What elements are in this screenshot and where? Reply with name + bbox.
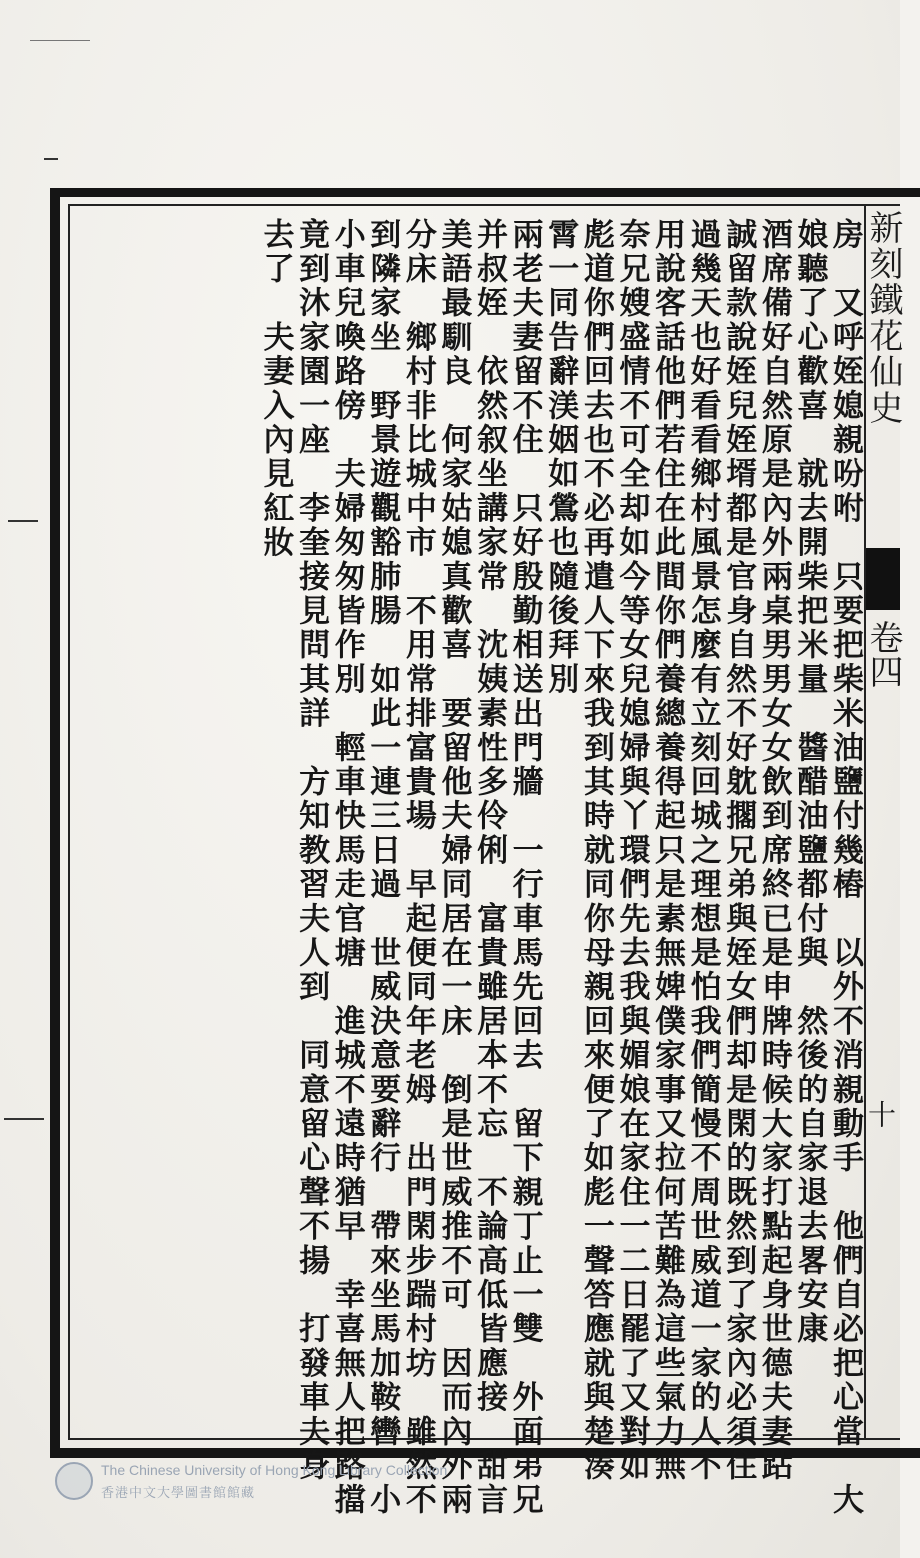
text-column: 房 又呼姪媳親吩咐 只要把柴米油鹽付幾樁 以外不消親動手 他們自必把心當 大 [827, 218, 863, 1518]
watermark-english: The Chinese University of Hong Kong Library Collection [101, 1462, 448, 1478]
text-column: 酒席備好自然原是內外兩桌男男女女飲到席終已是申牌時候大家打點起身世德夫妻跕 [755, 218, 792, 1484]
text-column: 并叔姪 依然叙坐講家常 沈姨素性多伶俐 富貴雖居本不忘 不論高低皆應接 甜言 [471, 218, 508, 1518]
text-column: 分床 鄉村非比城中市 不用常排富貴場 早起便同年老姆 出門閑步踹村坊 雖然不 [399, 218, 436, 1518]
text-column: 彪道你們回去也不必再遣人下來我到其時就同你母親回來便了如彪一聲答應就與楚湊 [577, 218, 614, 1484]
cuhk-library-seal-icon [55, 1462, 93, 1500]
text-column: 美語最馴良 何家姑媳真歡喜 要留他夫婦同居在一床 倒是世威推不可 因而內外兩 [435, 218, 472, 1518]
text-column: 誠留款說姪兒姪壻都是官身自然不好躭擱兄弟與姪女們却是閑的既然到了家內必須住 [720, 218, 757, 1484]
ink-speck [4, 1118, 44, 1120]
text-column: 霄一同告辭渼姻如鶯也隨後拜別 [542, 218, 579, 697]
fold-black-block [866, 548, 900, 610]
fold-volume-label: 卷四 [863, 620, 903, 688]
ink-speck [8, 520, 38, 522]
text-column: 竟到沐家園一座 李奎接見問其詳 方知教習夫人到 同意留心聲不揚 打發車夫身 [293, 218, 330, 1484]
ink-speck [30, 40, 90, 41]
text-column: 兩老夫妻留不住 只好殷勤相送出門牆 一行車馬先回去 留下親丁止一雙 外面弟兄 [506, 218, 543, 1518]
watermark-chinese: 香港中文大學圖書館館藏 [101, 1486, 256, 1501]
text-column: 娘聽了心歡喜 就去開柴把米量 醬醋油鹽都付與 然後的自家退去畧安康 [791, 218, 828, 1347]
fold-book-title: 新刻鐵花仙史 [863, 210, 903, 426]
library-watermark [55, 1462, 575, 1502]
text-column: 奈兄嫂盛情不可全却如今等女兒媳婦與丫環們先去我與媚娘在家住一二日罷了又對如 [613, 218, 650, 1484]
ink-speck [44, 158, 58, 160]
text-column: 小車兒喚路傍 夫婦匆匆皆作別 輕車快馬走官塘 進城不遠時猶早 幸喜無人把路擋 [328, 218, 365, 1518]
text-column: 去了 夫妻入內見紅妝 [257, 218, 294, 560]
text-column: 過幾天也好看看鄉村風景怎麼有立刻回城之理想是怕我們簡慢不周世威道一家的人不 [684, 218, 721, 1484]
fold-page-number: 十 [864, 1100, 897, 1128]
text-column: 用說客話他們若住在此間你們養總養得起只是素無婢僕家事又拉何苦難為這些氣力無 [649, 218, 686, 1484]
text-column: 到隣家坐 野景遊觀豁肺腸 如此一連三日過 世威決意要辭行 帶來坐馬加鞍轡 小 [364, 218, 401, 1518]
